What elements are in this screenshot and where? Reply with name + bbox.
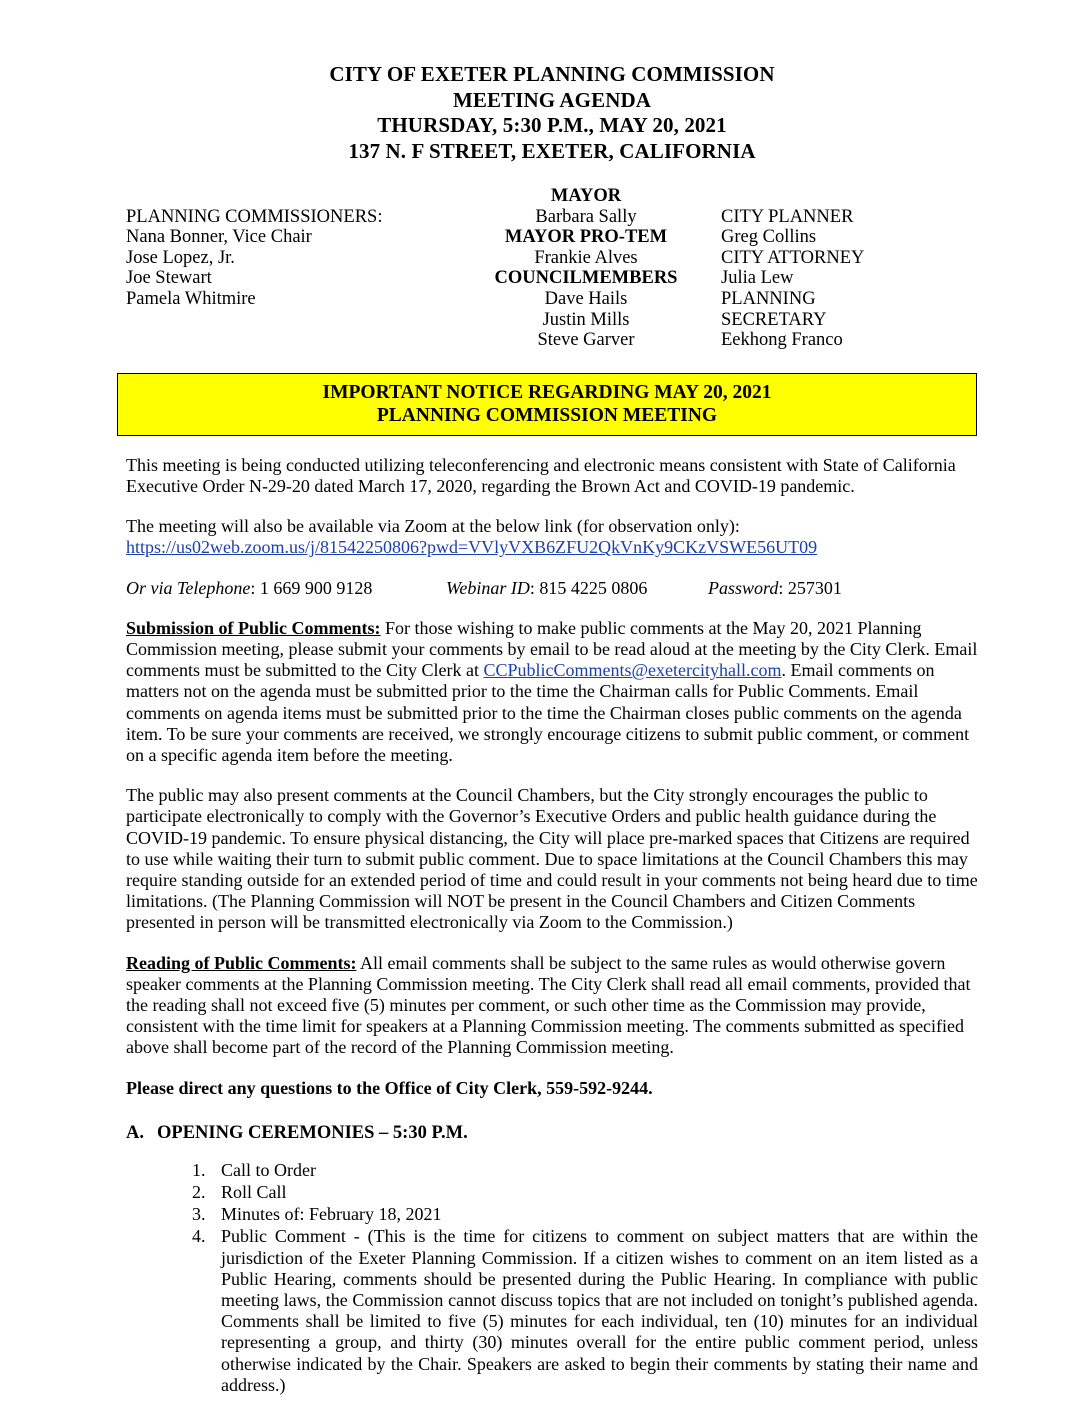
dial-in-details-row xyxy=(126,578,978,599)
webinar-id-value: : 815 4225 0806 xyxy=(529,577,648,598)
planning-commissioners-heading: PLANNING COMMISSIONERS: xyxy=(126,206,383,227)
city-attorney-label: CITY ATTORNEY xyxy=(721,247,865,268)
city-attorney-name: Julia Lew xyxy=(721,268,794,289)
notice-line-1: IMPORTANT NOTICE REGARDING MAY 20, 2021 xyxy=(322,381,772,403)
list-item xyxy=(126,1182,978,1203)
list-item-text: Call to Order xyxy=(221,1159,316,1180)
zoom-meeting-link[interactable]: https://us02web.zoom.us/j/81542250806?pwd=VVlyVXB6ZFU2QkVnKy9CKzVSWE56UT09 xyxy=(126,537,818,558)
password-detail xyxy=(708,578,842,599)
councilmember-name: Justin Mills xyxy=(542,309,630,330)
roster-column-commissioners xyxy=(126,186,461,351)
teleconference-intro-paragraph: This meeting is being conducted utilizing teleconferencing and electronic means consistent with State of California Executive Order N-29-20 dated March 17, 2020, regarding the Brown Act and COVID-19 pandemic. xyxy=(126,454,956,496)
page-title xyxy=(126,62,978,164)
reading-of-public-comments-paragraph xyxy=(126,953,978,1059)
councilmember-name: Dave Hails xyxy=(544,288,628,309)
reading-lead-in: Reading of Public Comments: xyxy=(126,952,357,973)
submission-lead-in: Submission of Public Comments: xyxy=(126,617,381,638)
title-line-2: MEETING AGENDA xyxy=(452,87,651,112)
telephone-value: : 1 669 900 9128 xyxy=(250,577,373,598)
webinar-id-label: Webinar ID xyxy=(446,577,530,598)
zoom-intro-line: The meeting will also be available via Zoom at the below link (for observation only): xyxy=(126,516,740,537)
mayor-pro-tem-name: Frankie Alves xyxy=(534,247,638,268)
password-value: : 257301 xyxy=(778,577,842,598)
commissioner-name: Pamela Whitmire xyxy=(126,288,256,309)
city-planner-label: CITY PLANNER xyxy=(721,206,854,227)
submission-of-public-comments-paragraph xyxy=(126,618,978,766)
councilmembers-label: COUNCILMEMBERS xyxy=(494,268,678,289)
submission-text-after-email: . Email comments on matters not on the agenda must be submitted prior to the time the Chairman calls for Public Comments. Email comments on agenda items must be submitted prior to the time the Chairman closes public comments on the agenda item. To be sure your comments are received, we strongly encourage citizens to submit public comment, or comment on a specific agenda item before the meeting. xyxy=(126,660,970,765)
section-a-heading xyxy=(126,1123,978,1144)
password-label: Password xyxy=(708,577,779,598)
commissioner-name: Jose Lopez, Jr. xyxy=(126,247,235,268)
telephone-label: Or via Telephone xyxy=(126,577,251,598)
mayor-label: MAYOR xyxy=(550,186,622,206)
section-a-letter: A. xyxy=(126,1122,144,1143)
list-item-number: 4. xyxy=(192,1226,206,1247)
mayor-pro-tem-label: MAYOR PRO-TEM xyxy=(504,227,668,248)
commissioner-name: Nana Bonner, Vice Chair xyxy=(126,227,312,248)
agenda-body xyxy=(126,455,978,1396)
list-item xyxy=(126,1160,978,1181)
list-item-number: 3. xyxy=(192,1204,206,1225)
planning-secretary-label-line1: PLANNING xyxy=(721,288,816,309)
planning-secretary-label-line2: SECRETARY xyxy=(721,309,827,330)
city-planner-name: Greg Collins xyxy=(721,227,817,248)
roster-column-council xyxy=(461,186,711,351)
list-item-number: 2. xyxy=(192,1182,206,1203)
list-item-number: 1. xyxy=(192,1159,206,1180)
section-a-title: OPENING CEREMONIES – 5:30 P.M. xyxy=(157,1122,468,1143)
councilmember-name: Steve Garver xyxy=(537,330,635,351)
webinar-id-detail xyxy=(446,578,708,599)
list-item-text: Minutes of: February 18, 2021 xyxy=(221,1204,442,1225)
public-comments-email-link[interactable]: CCPublicComments@exetercityhall.com xyxy=(483,660,782,681)
title-line-4: 137 N. F STREET, EXETER, CALIFORNIA xyxy=(348,138,756,163)
important-notice-banner xyxy=(117,373,977,436)
list-item xyxy=(126,1226,978,1396)
roster-spacer xyxy=(721,186,978,207)
title-line-3: THURSDAY, 5:30 P.M., MAY 20, 2021 xyxy=(377,113,727,137)
commissioner-name: Joe Stewart xyxy=(126,268,212,289)
mayor-name: Barbara Sally xyxy=(535,206,637,227)
telephone-detail xyxy=(126,578,446,599)
notice-line-2: PLANNING COMMISSION MEETING xyxy=(376,404,718,426)
list-item-text: Roll Call xyxy=(221,1182,287,1203)
section-a-item-list xyxy=(126,1160,978,1396)
roster-column-staff xyxy=(711,186,978,351)
zoom-link-line xyxy=(126,537,978,558)
submission-text-before-email: For those wishing to make public comments at the May 20, 2021 Planning Commission meeting, please submit your comments by email to be read aloud at the meeting by the City Clerk. Email comments must be submitted to the City Clerk at xyxy=(126,617,978,681)
planning-secretary-name: Eekhong Franco xyxy=(721,330,843,351)
list-item xyxy=(126,1204,978,1225)
council-chambers-paragraph: The public may also present comments at the Council Chambers, but the City strongly encourages the public to participate electronically to comply with the Governor’s Executive Orders and public health guidance during the COVID-19 pandemic. To ensure physical distancing, the City will place pre-marked spaces that Citizens are required to use while waiting their turn to submit public comment. Due to space limitations at the Council Chambers this may require standing outside for an extended period of time and could result in your comments not being heard due to time limitations. (The Planning Commission will NOT be present in the Council Chambers and Citizen Comments presented in person will be transmitted electronically via Zoom to the Commission.) xyxy=(126,785,978,933)
reading-text: All email comments shall be subject to the same rules as would otherwise govern speaker comments at the Planning Commission meeting. The City Clerk shall read all email comments, provided that the reading shall not exceed five (5) minutes per comment, or such other time as the Commission may provide, consistent with the time limit for speakers at a Planning Commission meeting. The comments submitted as specified above shall become part of the record of the Planning Commission meeting. xyxy=(126,952,971,1058)
roster-spacer xyxy=(126,186,461,207)
title-line-1: CITY OF EXETER PLANNING COMMISSION xyxy=(329,62,775,86)
questions-contact-line: Please direct any questions to the Office of City Clerk, 559-592-9244. xyxy=(126,1077,653,1098)
officials-roster xyxy=(126,186,978,351)
list-item-text: Public Comment - (This is the time for citizens to comment on subject matters that are within the jurisdiction of the Exeter Planning Commission. If a citizen wishes to comment on an item listed as a Public Hearing, comments should be presented during the Public Hearing. In compliance with public meeting laws, the Commission cannot discuss topics that are not included on tonight’s published agenda. Comments shall be limited to five (5) minutes for each individual, ten (10) minutes for an individual representing a group, and thirty (30) minutes overall for the entire public comment period, unless otherwise indicated by the Chair. Speakers are asked to begin their comments by stating their name and address.) xyxy=(221,1226,978,1395)
